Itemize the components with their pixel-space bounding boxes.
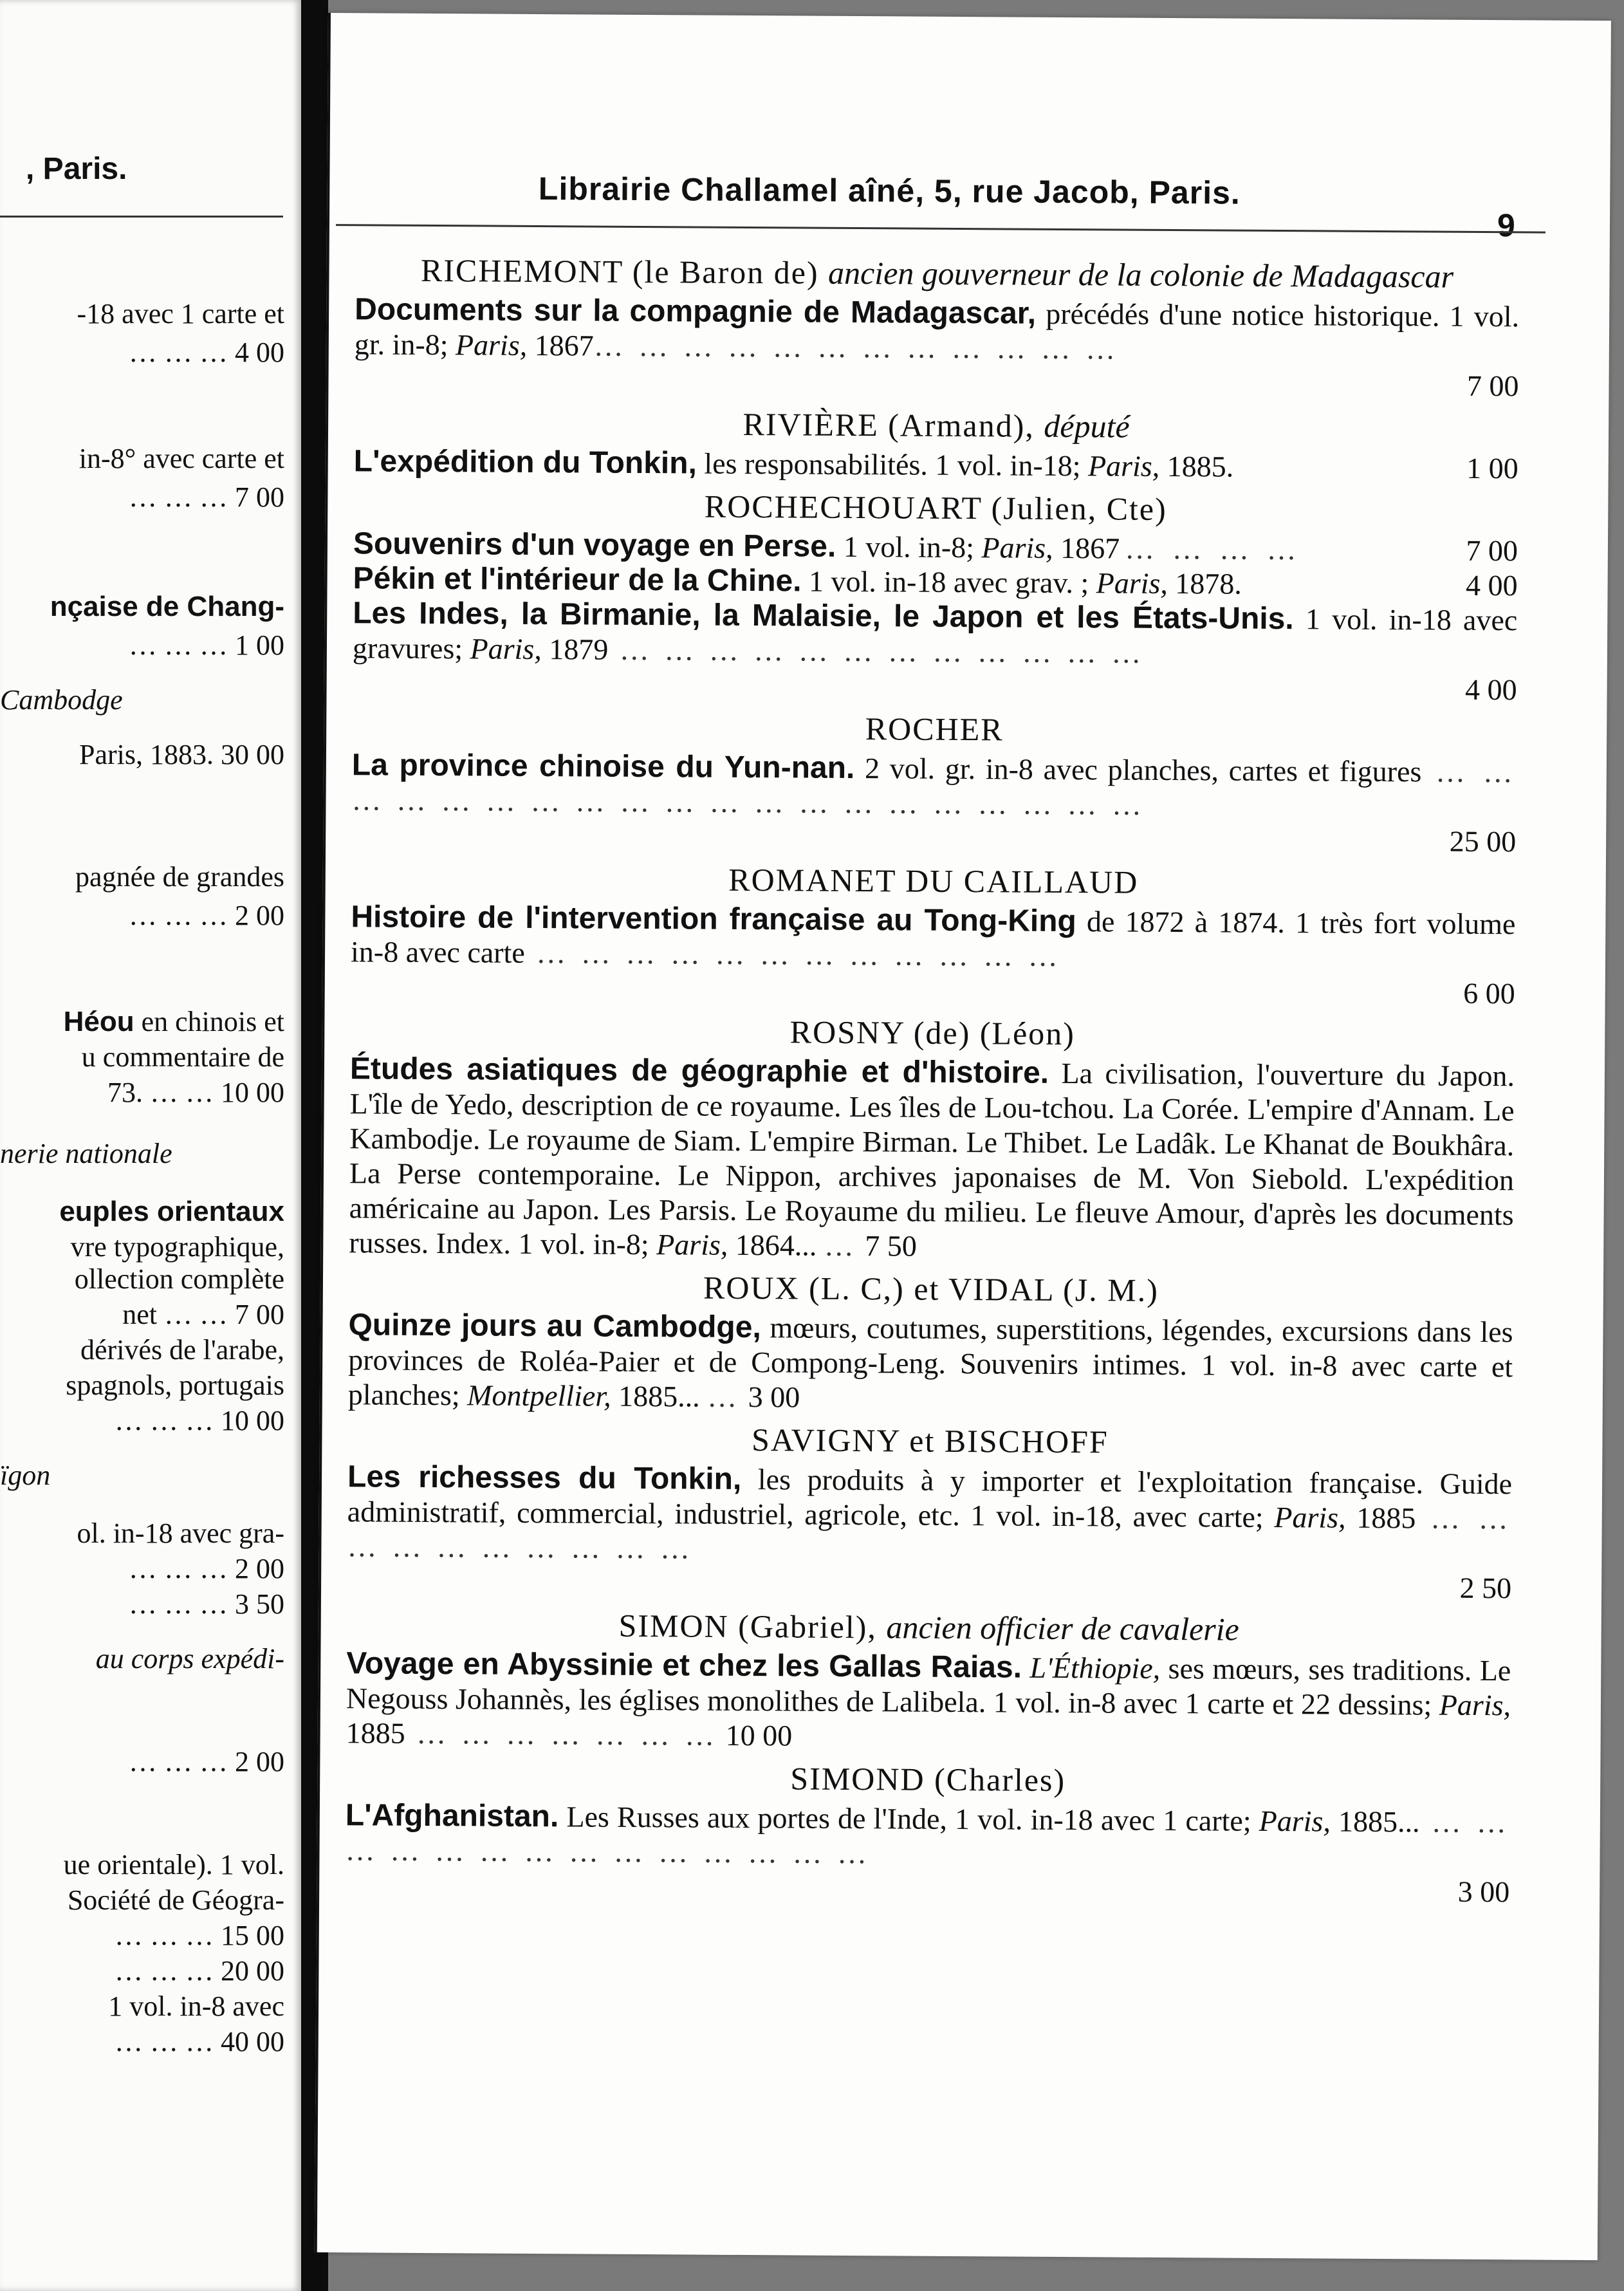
book-description: 1 vol. in-8;	[843, 530, 975, 564]
left-page-line: ue orientale). 1 vol.	[63, 1849, 284, 1880]
entry-rocher	[351, 707, 1517, 859]
left-page-line: … … … 10 00	[115, 1405, 284, 1436]
book-title: La province chinoise du Yun-nan.	[351, 748, 855, 786]
entry-body: La province chinoise du Yun-nan. 2 vol. gr. in-8 avec planches, cartes et figures … … … … … … … … … … … … … … … … … … … …	[351, 748, 1517, 821]
left-page-line: Paris, 1883. 30 00	[79, 739, 284, 770]
author-heading	[355, 251, 1519, 295]
author-name: RICHEMONT (le Baron de)	[420, 252, 819, 291]
book-year: 1878.	[1175, 567, 1242, 600]
entry-riviere	[354, 403, 1519, 486]
entry-savigny-bischoff	[347, 1418, 1513, 1606]
left-page-line: … … … 4 00	[129, 337, 284, 368]
left-page-line: … … … 2 00	[129, 1746, 284, 1777]
left-page-line: … … … 2 00	[129, 900, 284, 931]
book-description: 1 vol. in-18 avec gravures;	[352, 602, 1518, 665]
left-page-line: ollection complète	[74, 1263, 284, 1295]
author-heading	[353, 485, 1518, 530]
entry-body: Quinze jours au Cambodge, mœurs, coutumes, superstitions, légendes, excursions dans les provinces de Roléa-Paier et de Compong-Leng. Souvenirs intimes. 1 vol. in-8 avec carte et planches; Montpellier, 1885... … 3 00	[347, 1308, 1513, 1414]
book-price: 3 00	[748, 1380, 800, 1414]
book-price: 3 00	[1457, 1875, 1510, 1909]
book-title: Quinze jours au Cambodge,	[348, 1308, 761, 1345]
page-number: 9	[1497, 207, 1516, 244]
book-year: 1885...	[618, 1379, 700, 1413]
left-page-line: euples orientaux	[59, 1196, 284, 1227]
book-description: les produits à y importer et l'exploitation française. Guide administratif, commercial, industriel, agricole, etc. 1 vol. in-18, avec carte;	[347, 1463, 1513, 1534]
book-title: Les richesses du Tonkin,	[347, 1460, 742, 1496]
book-title: Voyage en Abyssinie et chez les Gallas Raias.	[346, 1646, 1022, 1685]
left-page-line: … … … 2 00	[129, 1553, 284, 1584]
book-description: 2 vol. gr. in-8 avec planches, cartes et figures	[864, 752, 1422, 788]
entry-body: Les richesses du Tonkin, les produits à y importer et l'exploitation française. Guide administratif, commercial, industriel, agricole, etc. 1 vol. in-18, avec carte; Paris, 1885 … … … … … … … … … …	[347, 1460, 1513, 1565]
book-year: 1885	[346, 1716, 405, 1750]
author-heading	[349, 1266, 1513, 1311]
author-name: ROCHER	[865, 710, 1004, 748]
book-title: Documents sur la compagnie de Madagascar,	[355, 292, 1037, 331]
catalog-entries	[345, 251, 1520, 1916]
left-page-line: Société de Géogra-	[67, 1884, 284, 1916]
entry-roux-vidal	[348, 1266, 1513, 1419]
book-price: 6 00	[1463, 976, 1515, 1010]
left-page-fragment	[0, 0, 301, 2291]
author-heading	[354, 403, 1518, 447]
book-imprint: Paris,	[470, 632, 542, 666]
author-qualifier: député	[1044, 407, 1130, 445]
book-title: Les Indes, la Birmanie, la Malaisie, le Japon et les États-Unis.	[353, 596, 1294, 636]
left-page-line: nerie nationale	[0, 1138, 172, 1169]
book-year: 1885...	[1338, 1804, 1420, 1839]
left-page-line: -18 avec 1 carte et	[77, 298, 284, 329]
left-page-line: spagnols, portugais	[66, 1369, 284, 1401]
left-page-line: … … … 1 00	[129, 629, 284, 661]
entry-romanet	[351, 858, 1516, 1011]
book-subtitle: L'Éthiopie,	[1029, 1651, 1161, 1685]
left-page-line: … … … 15 00	[115, 1920, 284, 1951]
author-name: SAVIGNY et BISCHOFF	[751, 1422, 1109, 1460]
book-title: L'expédition du Tonkin,	[353, 444, 697, 481]
entry-body: Études asiatiques de géographie et d'histoire. La civilisation, l'ouverture du Japon. L'île de Yedo, description de ce royaume. Les îles de Lou-tchou. La Corée. L'empire d'Annam. Le Kambodje. Le royaume de Siam. L'empire Birman. Le Thibet. Le Ladâk. Le Khanat de Boukhâra. La Perse contemporaine. Le Nippon, archives japonaises de M. Von Siebold. L'expédition américaine au Japon. Les Parsis. Le Royaume du milieu. Le fleuve Amour, d'après les documents russes. Index. 1 vol. in-8; Paris, 1864... … 7 50	[349, 1052, 1515, 1263]
left-page-line: ïgon	[0, 1460, 51, 1491]
book-title: Études asiatiques de géographie et d'histoire.	[349, 1052, 1049, 1090]
book-imprint: Paris,	[981, 531, 1053, 564]
left-page-line: net … … 7 00	[122, 1299, 284, 1330]
left-page-line: au corps expédi-	[95, 1643, 284, 1674]
author-heading	[352, 707, 1517, 751]
entry-body: Voyage en Abyssinie et chez les Gallas Raias. L'Éthiopie, ses mœurs, ses traditions. Le Negouss Johannès, les églises monolithes de Lalibela. 1 vol. in-8 avec 1 carte et 22 dessins; Paris, 1885 … … … … … … … 10 00	[346, 1646, 1511, 1752]
book-description: précédés d'une notice historique. 1 vol. gr. in-8;	[354, 297, 1520, 362]
author-name: ROSNY (de) (Léon)	[789, 1014, 1076, 1052]
author-heading	[351, 858, 1516, 903]
left-page-line: u commentaire de	[81, 1041, 284, 1073]
book-description: de 1872 à 1874. 1 très fort volume in-8 avec carte	[350, 905, 1516, 969]
left-page-line: … … … 3 50	[129, 1588, 284, 1620]
left-page-line: … … … 40 00	[115, 2026, 284, 2057]
catalog-page	[315, 13, 1611, 2260]
book-year: 1867	[1060, 531, 1120, 565]
book-price: 7 00	[1466, 533, 1518, 568]
left-page-line: in-8° avec carte et	[78, 443, 284, 474]
book-price: 25 00	[1449, 824, 1517, 858]
left-page-line: ol. in-18 avec gra-	[77, 1517, 284, 1549]
author-name: SIMOND (Charles)	[790, 1760, 1066, 1799]
book-title: Histoire de l'intervention française au Tong-King	[351, 900, 1076, 939]
book-price: 10 00	[725, 1718, 793, 1752]
book-title: Pékin et l'intérieur de la Chine.	[353, 561, 802, 598]
book-title: L'Afghanistan.	[345, 1798, 559, 1834]
book-line: Souvenirs d'un voyage en Perse. 1 vol. in-8; Paris, 1867 … … … … 7 00	[353, 526, 1518, 568]
author-name: ROMANET DU CAILLAUD	[728, 861, 1139, 900]
author-name: RIVIÈRE (Armand),	[743, 405, 1035, 444]
left-page-line: pagnée de grandes	[75, 861, 284, 893]
book-description: les responsabilités. 1 vol. in-18;	[704, 447, 1081, 483]
left-head-rule	[0, 216, 283, 218]
book-price: 4 00	[1465, 568, 1518, 602]
book-imprint: Paris,	[656, 1228, 728, 1261]
book-description: mœurs, coutumes, superstitions, légendes, excursions dans les provinces de Roléa-Paier et de Compong-Leng. Souvenirs intimes. 1 vol. in-8 avec carte et planches;	[347, 1311, 1513, 1412]
book-description: ses mœurs, ses traditions. Le Negouss Johannès, les églises monolithes de Lalibela. 1 vol. in-8 avec 1 carte et 22 dessins;	[346, 1652, 1511, 1721]
running-head: Librairie Challamel aîné, 5, rue Jacob, Paris.	[538, 171, 1241, 211]
book-year: 1864...	[735, 1228, 817, 1262]
book-imprint: Paris,	[1439, 1688, 1511, 1722]
book-price: 2 50	[1459, 1571, 1512, 1605]
book-description: La civilisation, l'ouverture du Japon. L'île de Yedo, description de ce royaume. Les îles de Lou-tchou. La Corée. L'empire d'Annam. Le Kambodje. Le royaume de Siam. L'empire Birman. Le Thibet. Le Ladâk. Le Khanat de Boukhâra. La Perse contemporaine. Le Nippon, archives japonaises de M. Von Siebold. L'expédition américaine au Japon. Les Parsis. Le Royaume du milieu. Le fleuve Amour, d'après les documents russes. Index. 1 vol. in-8;	[349, 1056, 1515, 1261]
book-imprint: Paris,	[1087, 449, 1160, 483]
book-year: 1867	[534, 328, 594, 362]
author-heading	[346, 1757, 1510, 1801]
left-page-line: … … … 7 00	[129, 481, 284, 513]
book-imprint: Paris,	[1259, 1804, 1331, 1838]
book-description: 1 vol. in-18 avec grav. ;	[808, 564, 1089, 600]
entry-rochechouart	[352, 485, 1518, 707]
left-page-line: 73. … … 10 00	[107, 1077, 284, 1108]
book-imprint: Paris,	[1096, 566, 1168, 600]
book-year: 1879	[549, 633, 609, 666]
entry-body: Documents sur la compagnie de Madagascar, précédés d'une notice historique. 1 vol. gr. in-8; Paris, 1867… … … … … … … … … … … …	[354, 292, 1520, 366]
author-heading	[347, 1605, 1511, 1649]
author-qualifier: ancien gouverneur de la colonie de Madagascar	[827, 254, 1454, 295]
entry-richemont	[354, 251, 1519, 403]
head-rule	[336, 224, 1546, 233]
book-price: 1 00	[1466, 451, 1518, 485]
entry-rosny	[349, 1010, 1515, 1267]
book-imprint: Paris,	[455, 328, 528, 362]
entry-body	[354, 444, 1518, 486]
left-page-line: vre typographique,	[70, 1231, 284, 1263]
entry-simon	[346, 1605, 1511, 1758]
book-price: 4 00	[1464, 672, 1517, 707]
author-name: SIMON (Gabriel),	[618, 1607, 878, 1646]
book-year: 1885	[1356, 1501, 1416, 1535]
author-heading	[347, 1418, 1512, 1463]
left-page-line: nçaise de Chang-	[50, 591, 284, 622]
entry-body: L'Afghanistan. Les Russes aux portes de l'Inde, 1 vol. in-18 avec 1 carte; Paris, 1885... … … … … … … … … … … … … … …	[345, 1798, 1511, 1870]
entry-body: Histoire de l'intervention française au Tong-King de 1872 à 1874. 1 très fort volume in-8 avec carte … … … … … … … … … … … …	[350, 900, 1516, 972]
left-page-line: dérivés de l'arabe,	[80, 1334, 284, 1366]
author-name: ROUX (L. C,) et VIDAL (J. M.)	[703, 1269, 1159, 1308]
author-name: ROCHECHOUART (Julien, Cte)	[704, 488, 1167, 527]
left-page-line: Cambodge	[0, 684, 123, 716]
author-qualifier: ancien officier de cavalerie	[886, 1609, 1239, 1647]
book-price: 7 50	[865, 1229, 917, 1263]
book-line: Les Indes, la Birmanie, la Malaisie, le Japon et les États-Unis. 1 vol. in-18 avec gravures; Paris, 1879 … … … … … … … … … … … …	[352, 596, 1518, 669]
left-page-line: Héou en chinois et	[63, 1006, 284, 1037]
author-heading	[350, 1010, 1515, 1055]
book-imprint: Paris,	[1274, 1501, 1346, 1534]
entry-simond	[345, 1757, 1510, 1909]
left-running-head: , Paris.	[26, 152, 127, 186]
left-page-line: … … … 20 00	[115, 1955, 284, 1987]
book-imprint: Montpellier,	[466, 1378, 611, 1413]
book-title: Souvenirs d'un voyage en Perse.	[353, 526, 836, 564]
book-price: 7 00	[1466, 369, 1519, 403]
book-description: Les Russes aux portes de l'Inde, 1 vol. in-18 avec 1 carte;	[566, 1800, 1251, 1837]
book-year: 1885.	[1167, 449, 1234, 483]
left-page-line: 1 vol. in-8 avec	[108, 1990, 284, 2022]
